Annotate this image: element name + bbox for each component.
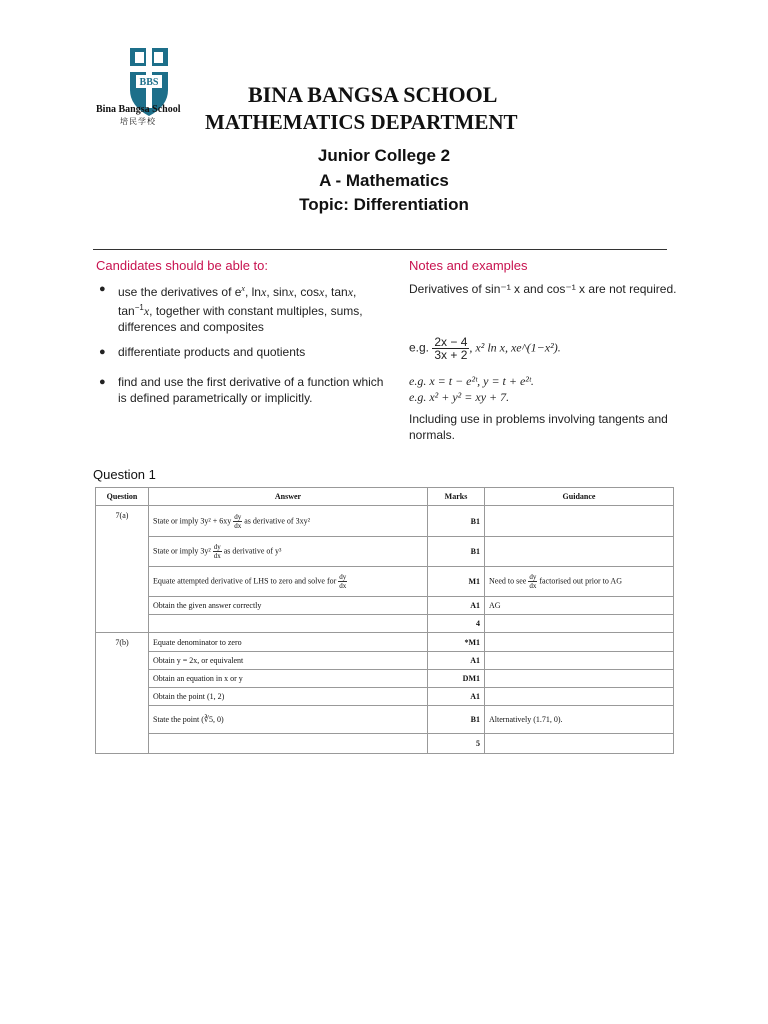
guidance-cell: Alternatively (1.71, 0).	[485, 706, 674, 734]
guidance-cell: AG	[485, 597, 674, 615]
table-row	[96, 537, 674, 567]
answer-cell: State or imply 3y² $\frac{dy}{dx}$ as derivative of y³	[149, 537, 428, 567]
marks-cell: A1	[428, 688, 485, 706]
guidance-cell	[485, 537, 674, 567]
bullet-icon: ●	[99, 283, 106, 295]
answer-cell: Equate attempted derivative of LHS to zero and solve for $\frac{dy}{dx}$	[149, 567, 428, 597]
header-question: Question	[96, 488, 149, 506]
question-part: 7(a)	[96, 506, 149, 633]
guidance-cell: Need to see $\frac{dy}{dx}$ factorised out prior to AG	[485, 567, 674, 597]
guidance-cell	[485, 615, 674, 633]
answer-cell: State the point (∛5, 0)	[149, 706, 428, 734]
table-row	[96, 506, 674, 537]
answer-cell: Obtain the point (1, 2)	[149, 688, 428, 706]
table-row	[96, 567, 674, 597]
marks-cell: B1	[428, 506, 485, 537]
objective-item: ● find and use the first derivative of a function which is defined parametrically or implicitly.	[99, 375, 384, 405]
table-row	[96, 633, 674, 652]
subject-title: A - Mathematics	[319, 171, 449, 190]
guidance-cell	[485, 652, 674, 670]
header-guidance: Guidance	[485, 488, 674, 506]
table-row	[96, 688, 674, 706]
question-label: Question 1	[93, 467, 156, 482]
bullet-icon: ●	[99, 346, 106, 358]
marks-cell: DM1	[428, 670, 485, 688]
marks-cell: B1	[428, 537, 485, 567]
header-marks: Marks	[428, 488, 485, 506]
mark-scheme-table	[95, 487, 674, 754]
table-row	[96, 597, 674, 615]
objectives-heading: Candidates should be able to:	[96, 258, 269, 273]
school-title: BINA BANGSA SCHOOL	[248, 82, 498, 107]
objective-item: ● differentiate products and quotients	[99, 345, 306, 359]
divider	[93, 249, 667, 250]
table-row	[96, 615, 674, 633]
topic-title: Topic: Differentiation	[299, 195, 469, 214]
answer-cell: Obtain the given answer correctly	[149, 597, 428, 615]
example-fraction: $\frac{2x - 4}{3x + 2}$	[434, 335, 468, 362]
guidance-cell	[485, 633, 674, 652]
marks-cell: A1	[428, 597, 485, 615]
answer-cell	[149, 734, 428, 754]
logo-monogram: BBS	[139, 77, 159, 88]
note-not-required: Derivatives of sin⁻¹ x and cos⁻¹ x are not required.	[409, 282, 677, 296]
answer-cell: State or imply 3y² + 6xy $\frac{dy}{dx}$ as derivative of 3xy²	[149, 506, 428, 537]
table-header-row	[96, 488, 674, 506]
marks-total: 4	[428, 615, 485, 633]
school-name-chinese: 培民学校	[120, 117, 156, 126]
table-row	[96, 652, 674, 670]
bullet-icon: ●	[99, 376, 106, 388]
marks-cell: *M1	[428, 633, 485, 652]
marks-cell: M1	[428, 567, 485, 597]
objective-item: ● use the derivatives of $e^x$, lnx, sinx, cosx, tanx, $\tan^{-1}x$, together with constant multiples, sums, differences and composites	[99, 283, 363, 334]
answer-cell: Equate denominator to zero	[149, 633, 428, 652]
answer-cell	[149, 615, 428, 633]
answer-cell: Obtain an equation in x or y	[149, 670, 428, 688]
table-row	[96, 670, 674, 688]
marks-total: 5	[428, 734, 485, 754]
school-name-small: Bina Bangsa School	[96, 104, 181, 115]
guidance-cell	[485, 688, 674, 706]
marks-cell: B1	[428, 706, 485, 734]
table-row	[96, 706, 674, 734]
example-1: e.g. $\frac{2x - 4}{3x + 2}$ , x² ln x, xe^(1−x²).	[409, 335, 561, 362]
table-row	[96, 734, 674, 754]
marks-cell: A1	[428, 652, 485, 670]
question-part: 7(b)	[96, 633, 149, 754]
guidance-cell	[485, 734, 674, 754]
example-3: e.g. x² + y² = xy + 7.	[409, 390, 510, 404]
note-tangents: Including use in problems involving tangents and normals.	[409, 412, 668, 442]
answer-cell: Obtain y = 2x, or equivalent	[149, 652, 428, 670]
guidance-cell	[485, 670, 674, 688]
example-2: e.g. x = t − e²ᵗ, y = t + e²ᵗ.	[409, 374, 534, 388]
header-answer: Answer	[149, 488, 428, 506]
guidance-cell	[485, 506, 674, 537]
level-title: Junior College 2	[317, 146, 451, 165]
notes-heading: Notes and examples	[409, 258, 528, 273]
department-title: MATHEMATICS DEPARTMENT	[205, 110, 518, 134]
